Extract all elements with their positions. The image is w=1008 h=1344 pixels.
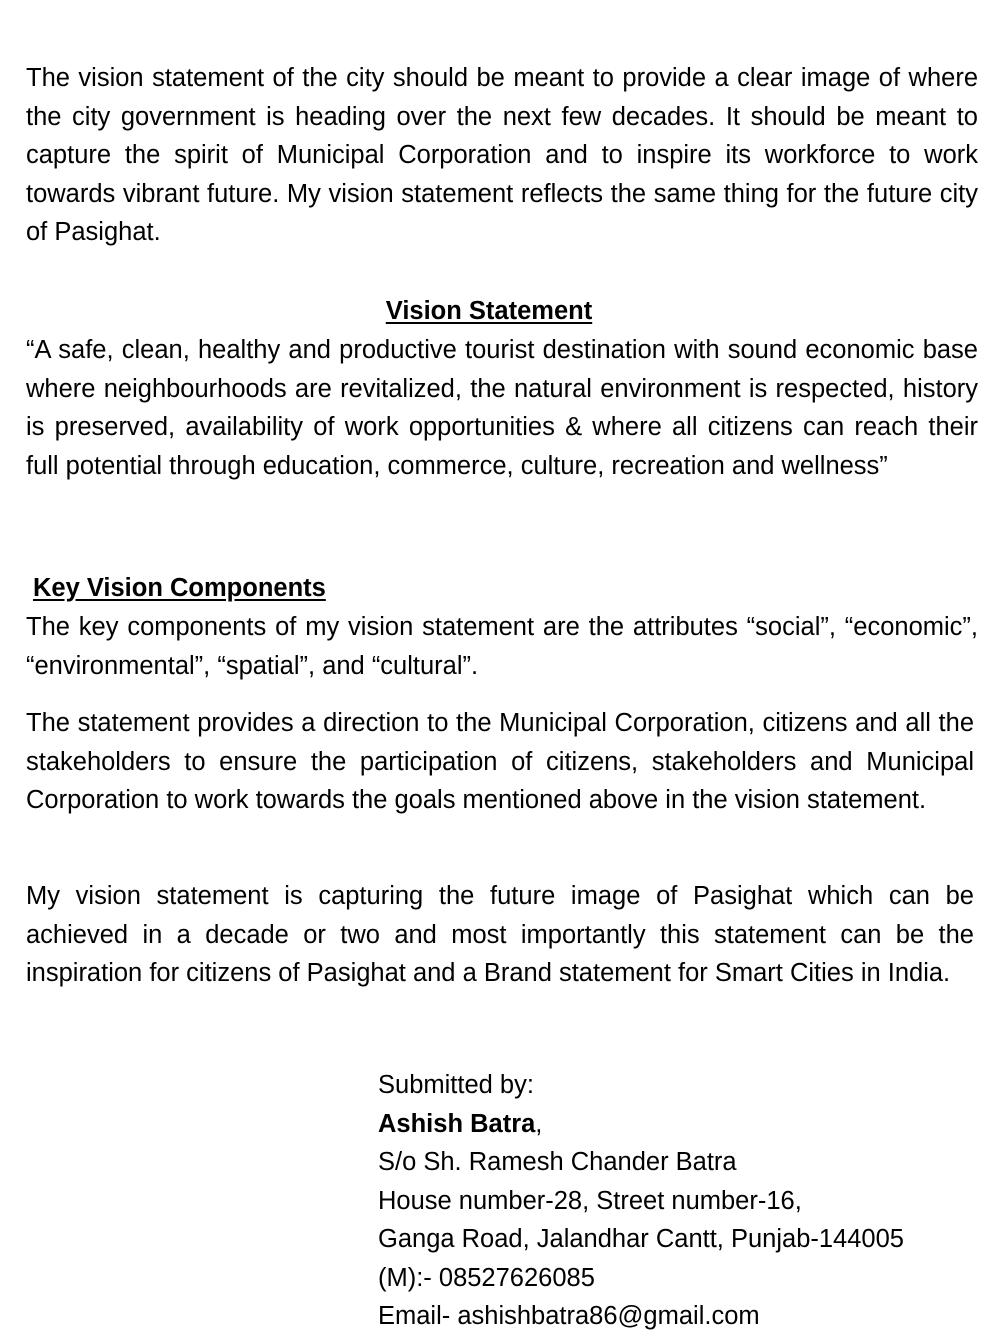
future-image-paragraph: My vision statement is capturing the future image of Pasighat which can be achieved in a decade or two and most importantly this statement can be the inspiration for citizens of Pasighat and a Brand statement for Smart Cities in India. (26, 882, 974, 988)
mobile-number: (M):- 08527626085 (378, 1263, 595, 1292)
vision-statement-text: “A safe, clean, healthy and productive tourist destination with sound economic base where neighbourhoods are revitalized, the natural environment is respected, history is preserved, availability of work opportunities & where all citizens can reach their full potential through education, commerce, culture, recreation and wellness” (26, 336, 978, 480)
submitter-name-line (378, 1105, 998, 1144)
email-address: Email- ashishbatra86@gmail.com (378, 1302, 760, 1330)
submitter-name-comma: , (535, 1109, 543, 1138)
address-line-1: House number-28, Street number-16, (378, 1186, 802, 1215)
address-line-2: Ganga Road, Jalandhar Cantt, Punjab-144005 (378, 1225, 904, 1253)
signature-block (378, 1066, 998, 1336)
intro-paragraph: The vision statement of the city should be meant to provide a clear image of where the city government is heading over the next few decades. It should be meant to capture the spirit of Municipal Corporation and to inspire its workforce to work towards vibrant future. My vision statement reflects the same thing for the future city of Pasighat. (26, 64, 978, 247)
submitter-name: Ashish Batra (378, 1109, 536, 1138)
key-components-paragraph: The key components of my vision statement are the attributes “social”, “economic”, “environmental”, “spatial”, and “cultural”. (26, 613, 978, 680)
key-vision-components-heading: Key Vision Components (33, 574, 326, 602)
direction-paragraph: The statement provides a direction to the Municipal Corporation, citizens and all the stakeholders to ensure the participation of citizens, stakeholders and Municipal Corporation to work towards the goals mentioned above in the vision statement. (26, 709, 974, 815)
vision-statement-heading: Vision Statement (385, 297, 593, 325)
submitter-parent: S/o Sh. Ramesh Chander Batra (378, 1148, 737, 1176)
submitted-by-label: Submitted by: (378, 1071, 534, 1099)
